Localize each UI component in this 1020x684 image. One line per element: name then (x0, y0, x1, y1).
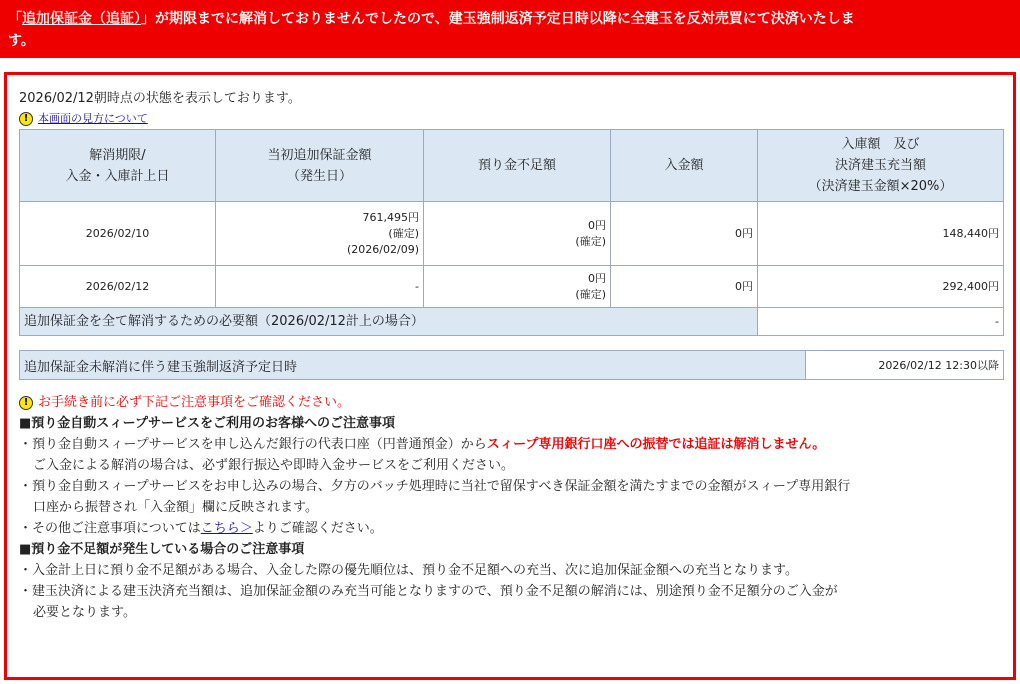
row-deposit: 0円 (611, 266, 758, 308)
panel-content (19, 89, 1003, 623)
summary-label: 追加保証金を全て解消するための必要額（2026/02/12計上の場合） (20, 308, 758, 336)
help-link[interactable]: 本画面の見方について (38, 112, 148, 125)
summary-value: - (758, 308, 1004, 336)
header-deposit (611, 130, 758, 202)
margin-call-panel (4, 72, 1016, 680)
row-date: 2026/02/12 (20, 266, 216, 308)
alert-banner (0, 0, 1020, 58)
note-item (19, 434, 1003, 455)
alert-text-line2: す。 (8, 33, 35, 49)
forced-settlement-row (20, 351, 1004, 380)
forced-datetime: 2026/02/12 12:30以降 (806, 351, 1004, 380)
row-initial (216, 202, 424, 266)
status-line: 2026/02/12朝時点の状態を表示しております。 (19, 91, 301, 106)
header-stock-l3: （決済建玉金額×20%） (808, 179, 953, 194)
margin-call-link[interactable]: 追加保証金（追証） (22, 11, 141, 27)
note-text: よりご確認ください。 (252, 521, 383, 536)
alert-text: 」が期限までに解消しておりませんでしたので、建玉強制返済予定日時以降に全建玉を反対売買にて決済いたしま (141, 11, 855, 27)
header-deposit-l1: 入金額 (664, 158, 704, 173)
help-row (19, 109, 1003, 129)
notes-section (19, 392, 1003, 623)
header-shortfall (424, 130, 611, 202)
note-item (19, 518, 1003, 539)
row-deposit: 0円 (611, 202, 758, 266)
header-initial-l2: （発生日） (286, 168, 352, 184)
note-emphasis: スィープ専用銀行口座への振替では追証は解消しません。 (486, 437, 826, 452)
table-row (20, 202, 1004, 266)
note-item: ・建玉決済による建玉決済充当額は、追加保証金額のみ充当可能となりますので、預り金不足額の解消には、別途預り金不足額分のご入金が (19, 584, 838, 599)
row-initial-date: (2026/02/09) (347, 242, 419, 256)
warning-icon: ! (19, 396, 33, 410)
note-text: ・その他ご注意事項については (19, 521, 201, 536)
row-shortfall (424, 266, 611, 308)
margin-call-table (19, 129, 1004, 336)
header-shortfall-l1: 預り金不足額 (477, 158, 556, 173)
row-initial-amount: 761,495円 (362, 210, 419, 224)
note-item: ・預り金自動スィープサービスをお申し込みの場合、夕方のバッチ処理時に当社で留保すべき保証金額を満たすまでの金額がスィープ専用銀行 (19, 479, 851, 494)
header-stock (758, 130, 1004, 202)
header-stock-l1: 入庫額 及び (841, 137, 920, 152)
section1-title: ■預り金自動スィープサービスをご利用のお客様へのご注意事項 (19, 416, 396, 431)
header-deadline-l2: 入金・入庫計上日 (65, 168, 170, 184)
header-initial-l1: 当初追加保証金額 (267, 147, 372, 163)
row-initial-status: (確定) (388, 226, 419, 240)
forced-settlement-table (19, 350, 1004, 380)
row-shortfall (424, 202, 611, 266)
header-initial (216, 130, 424, 202)
forced-label: 追加保証金未解消に伴う建玉強制返済予定日時 (20, 351, 806, 380)
row-initial: - (216, 266, 424, 308)
summary-row (20, 308, 1004, 336)
row-shortfall-amount: 0円 (588, 218, 606, 232)
note-item: ・入金計上日に預り金不足額がある場合、入金した際の優先順位は、預り金不足額への充当、次に追加保証金額への充当となります。 (19, 563, 798, 578)
header-stock-l2: 決済建玉充当額 (834, 158, 926, 173)
warning-icon: ! (19, 112, 33, 126)
row-stock-deposit: 148,440円 (758, 202, 1004, 266)
caution-text: お手続き前に必ず下記ご注意事項をご確認ください。 (38, 395, 351, 410)
note-text: ・預り金自動スィープサービスを申し込んだ銀行の代表口座（円普通預金）から (19, 437, 487, 452)
caution-line (19, 392, 1003, 413)
row-date: 2026/02/10 (20, 202, 216, 266)
row-stock-deposit: 292,400円 (758, 266, 1004, 308)
row-shortfall-status: (確定) (575, 234, 606, 248)
other-notes-link[interactable]: こちら＞ (200, 521, 253, 536)
row-shortfall-status: (確定) (575, 287, 606, 301)
alert-prefix: 「 (8, 11, 22, 27)
table-header-row (20, 130, 1004, 202)
note-item-cont: 口座から振替され「入金額」欄に反映されます。 (33, 500, 318, 515)
header-deadline-l1: 解消期限/ (89, 147, 146, 163)
row-shortfall-amount: 0円 (588, 271, 606, 285)
note-item-cont: 必要となります。 (33, 605, 136, 620)
note-item-cont: ご入金による解消の場合は、必ず銀行振込や即時入金サービスをご利用ください。 (33, 458, 515, 473)
header-deadline (20, 130, 216, 202)
table-row (20, 266, 1004, 308)
section2-title: ■預り金不足額が発生している場合のご注意事項 (19, 542, 305, 557)
